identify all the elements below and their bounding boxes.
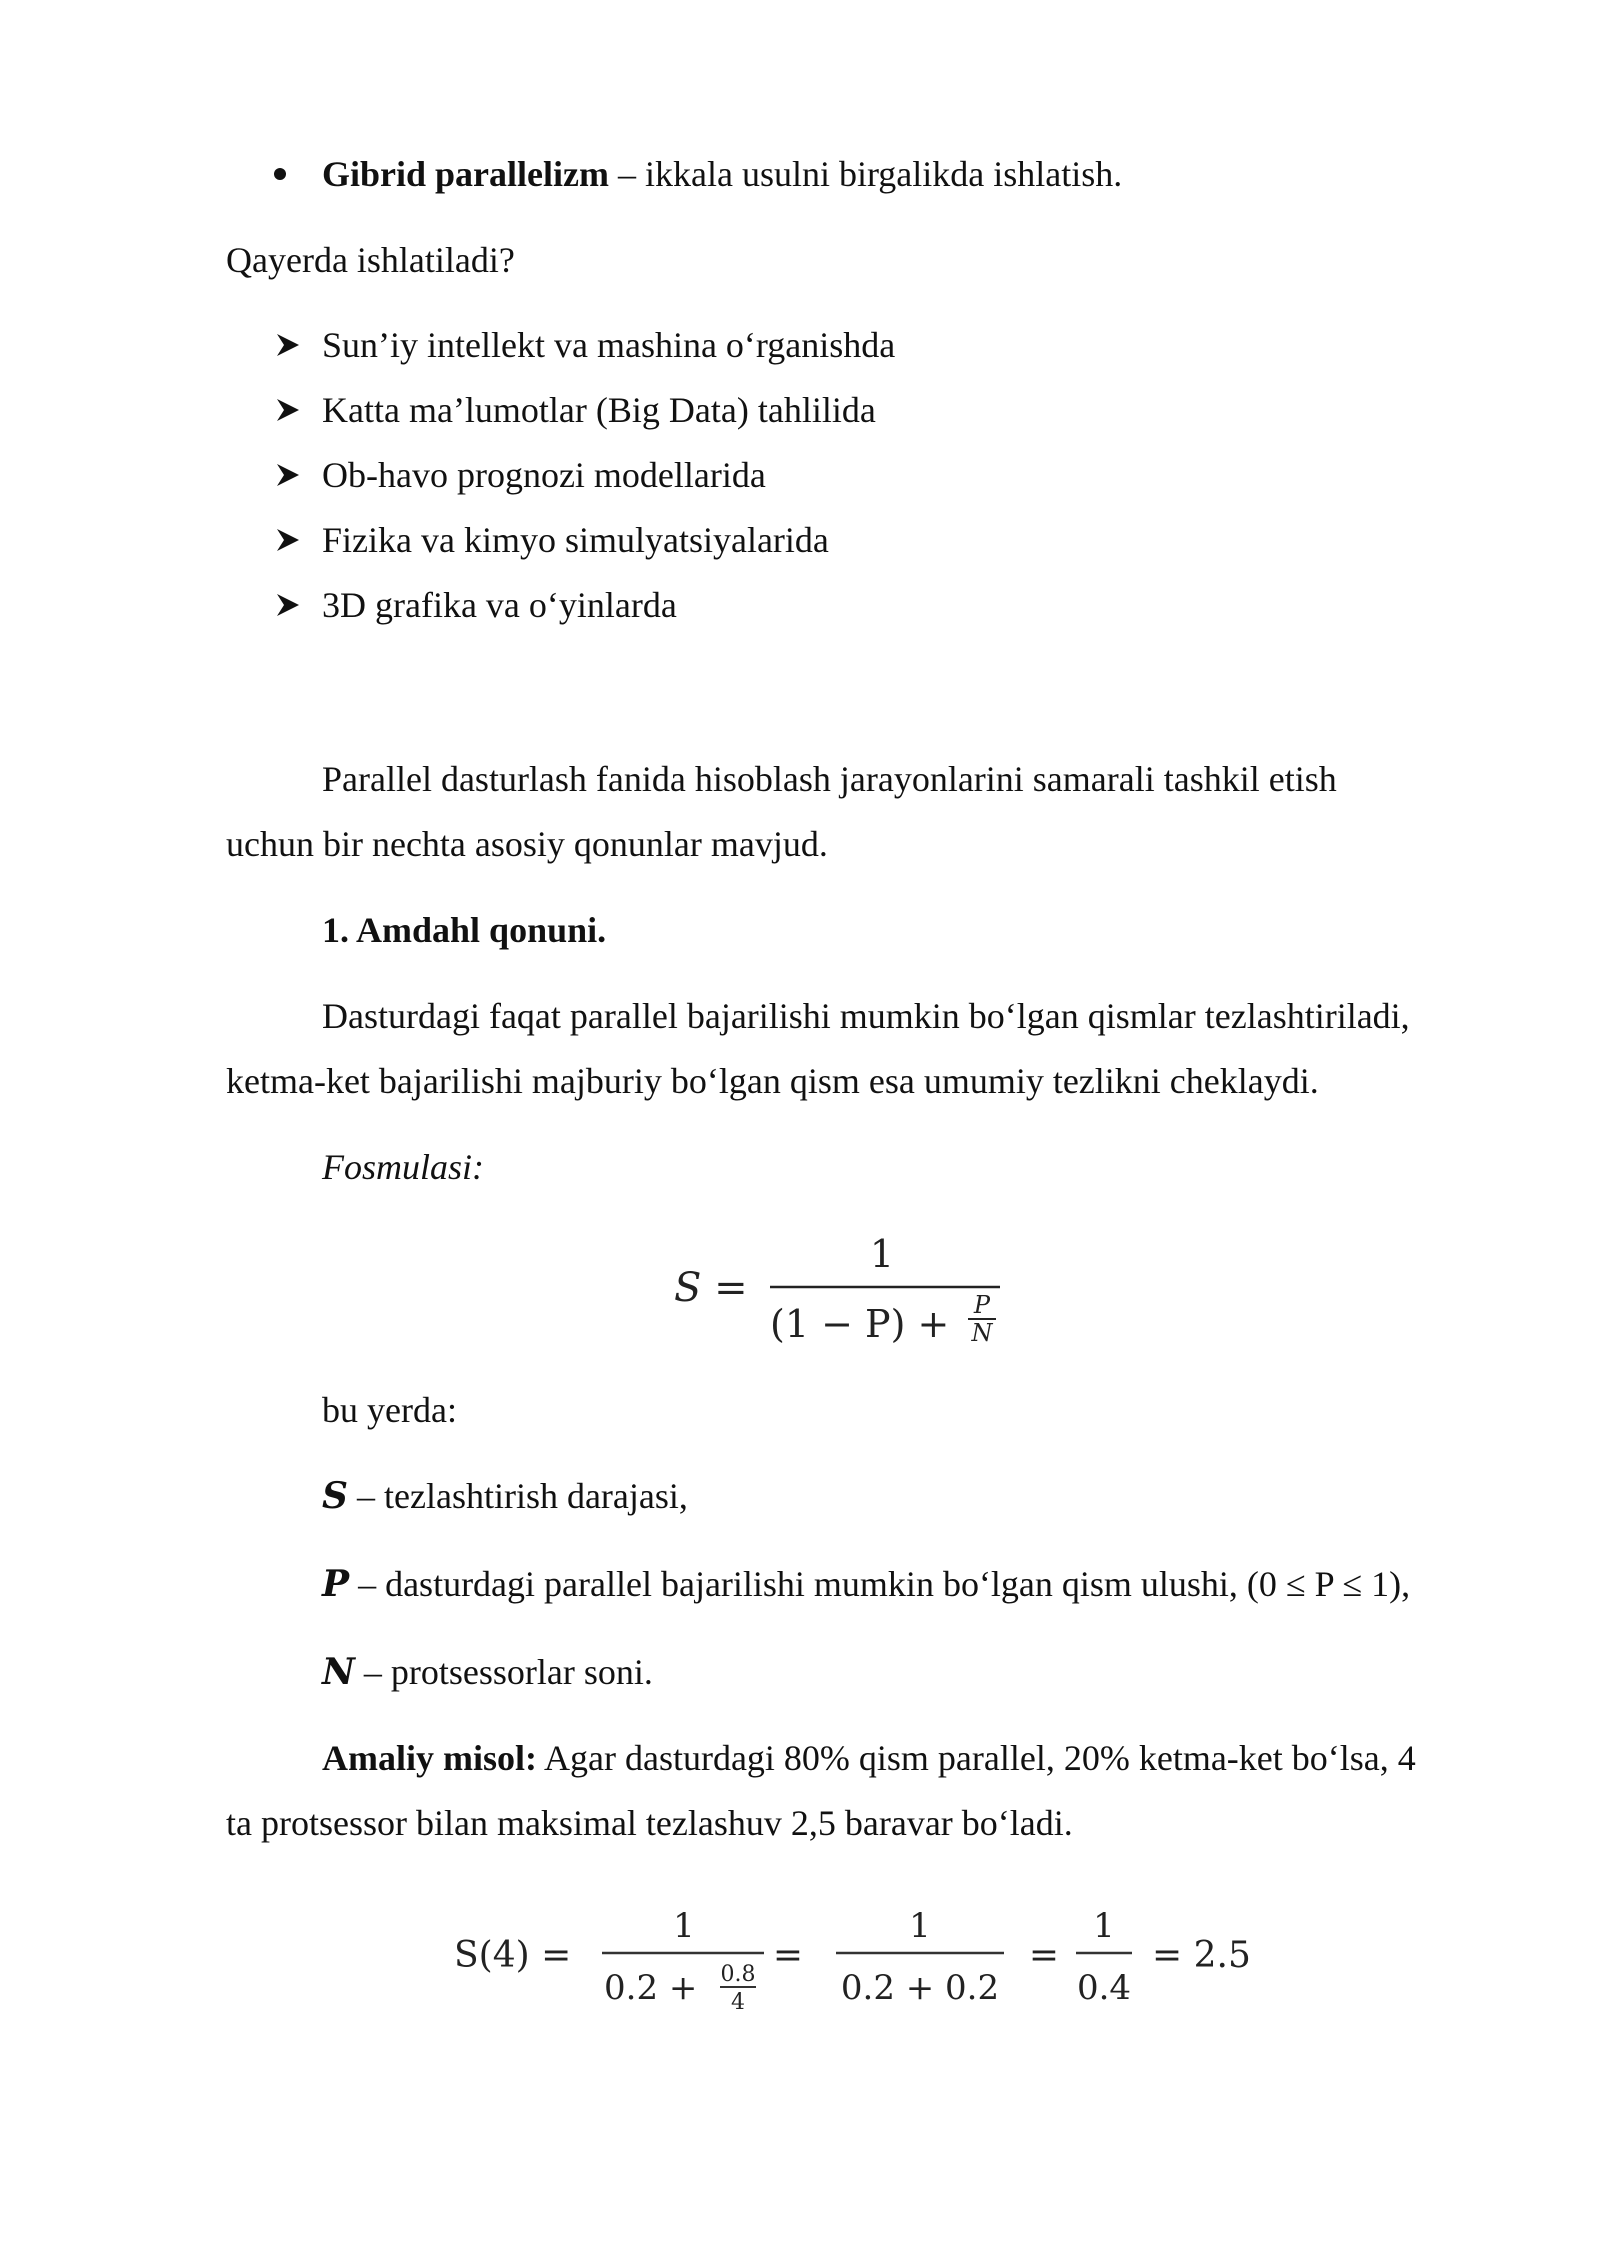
- definition-n: [322, 1650, 653, 1694]
- formula-small-numerator: P: [973, 1291, 991, 1319]
- where-heading: Qayerda ishlatiladi?: [226, 240, 515, 280]
- arrow-bullet-icon: [276, 462, 300, 488]
- definition-p: [322, 1562, 1410, 1606]
- where-item: Katta ma’lumotlar (Big Data) tahlilida: [322, 390, 876, 430]
- example-f1-small-numerator: 0.8: [720, 1962, 756, 1987]
- where-label: bu yerda:: [322, 1390, 457, 1430]
- amdahl-desc-line-2: ketma-ket bajarilishi majburiy bo‘lgan qism esa umumiy tezlikni cheklaydi.: [226, 1061, 1319, 1101]
- example-f1-small-denominator: 4: [731, 1990, 745, 2015]
- intro-line-2: uchun bir nechta asosiy qonunlar mavjud.: [226, 824, 828, 864]
- hybrid-bullet-text: [322, 152, 1122, 196]
- intro-line-1: Parallel dasturlash fanida hisoblash jarayonlarini samarali tashkil etish: [322, 759, 1337, 799]
- formula-denominator: (1 − P) +: [770, 1302, 950, 1346]
- example-f2-numerator: 1: [909, 1906, 931, 1946]
- example-eq-2: =: [1028, 1935, 1060, 1976]
- example-f2-denominator: 0.2 + 0.2: [840, 1968, 1000, 2008]
- formula-lhs: S =: [674, 1265, 748, 1311]
- example-f3-numerator: 1: [1093, 1906, 1115, 1946]
- example-lhs: S(4) =: [454, 1935, 572, 1976]
- example-eq-1: =: [772, 1935, 804, 1976]
- definition-p-text: – dasturdagi parallel bajarilishi mumkin bo‘lgan qism ulushi, (0 ≤ P ≤ 1),: [349, 1564, 1411, 1604]
- bullet-dot-icon: [274, 168, 286, 180]
- symbol-s: S: [322, 1475, 348, 1517]
- example-label: Amaliy misol:: [322, 1738, 537, 1778]
- example-line-1: [322, 1736, 1416, 1780]
- amdahl-formula: [660, 1215, 1020, 1365]
- formula-label: Fosmulasi:: [322, 1147, 484, 1187]
- definition-n-text: – protsessorlar soni.: [354, 1652, 653, 1692]
- amdahl-heading: 1. Amdahl qonuni.: [322, 910, 607, 950]
- symbol-n: N: [322, 1651, 355, 1693]
- example-f1-denominator: 0.2 +: [604, 1968, 698, 2008]
- formula-small-denominator: N: [971, 1319, 993, 1347]
- amdahl-desc-line-1: Dasturdagi faqat parallel bajarilishi mumkin bo‘lgan qismlar tezlashtiriladi,: [322, 996, 1410, 1036]
- definition-s-text: – tezlashtirish darajasi,: [348, 1476, 688, 1516]
- formula-numerator: 1: [869, 1232, 895, 1276]
- where-item: Fizika va kimyo simulyatsiyalarida: [322, 520, 829, 560]
- hybrid-term: Gibrid parallelizm: [322, 154, 609, 194]
- example-f3-denominator: 0.4: [1076, 1968, 1132, 2008]
- where-item: 3D grafika va o‘yinlarda: [322, 585, 677, 625]
- example-line-2: ta protsessor bilan maksimal tezlashuv 2,5 baravar bo‘ladi.: [226, 1803, 1073, 1843]
- arrow-bullet-icon: [276, 332, 300, 358]
- hybrid-description: – ikkala usulni birgalikda ishlatish.: [608, 154, 1123, 194]
- arrow-bullet-icon: [276, 592, 300, 618]
- example-formula: [440, 1895, 1280, 2035]
- arrow-bullet-icon: [276, 397, 300, 423]
- example-result: = 2.5: [1152, 1935, 1251, 1976]
- symbol-p: P: [322, 1563, 350, 1605]
- arrow-bullet-icon: [276, 527, 300, 553]
- example-text: Agar dasturdagi 80% qism parallel, 20% ketma-ket bo‘lsa, 4: [536, 1738, 1416, 1778]
- example-f1-numerator: 1: [673, 1906, 695, 1946]
- definition-s: [322, 1474, 688, 1518]
- where-item: Sun’iy intellekt va mashina o‘rganishda: [322, 325, 896, 365]
- where-item: Ob-havo prognozi modellarida: [322, 455, 766, 495]
